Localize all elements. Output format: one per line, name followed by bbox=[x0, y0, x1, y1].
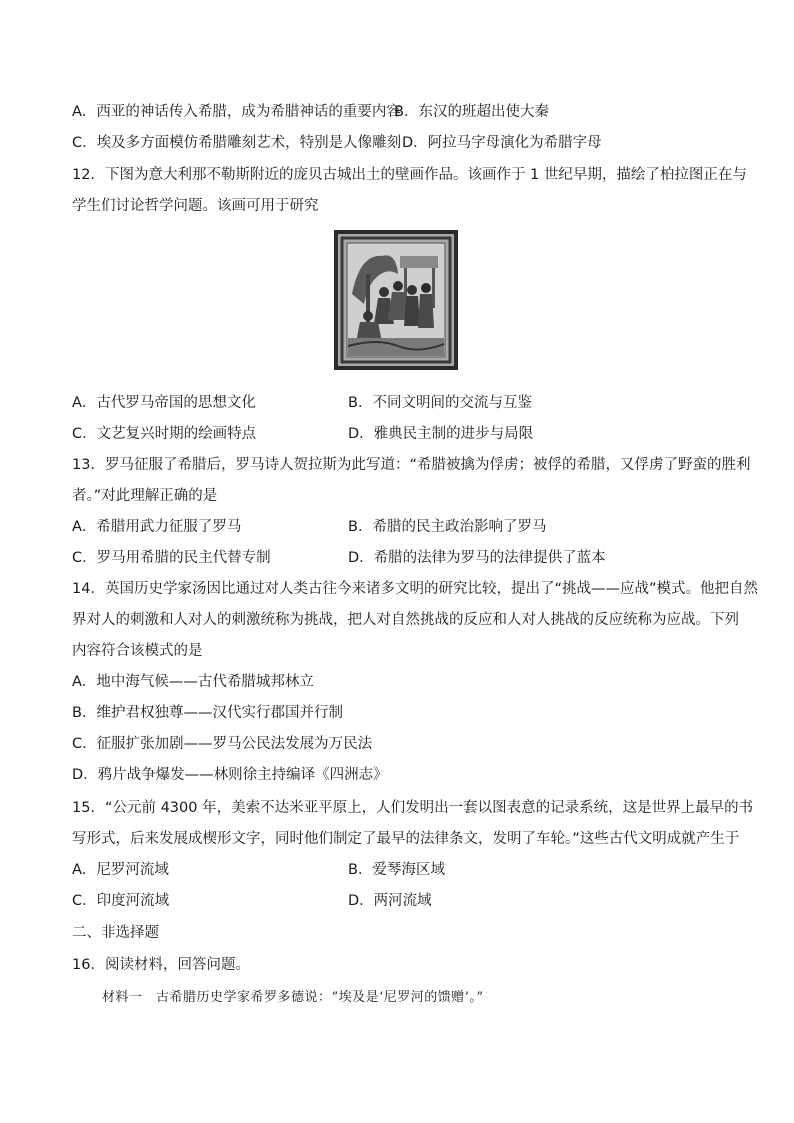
q14-option-b[interactable]: B．维护君权独尊——汉代实行郡国并行制 bbox=[72, 705, 343, 721]
q11-option-b[interactable]: B．东汉的班超出使大秦 bbox=[394, 104, 549, 120]
q12-stem-line-1: 12．下图为意大利那不勒斯附近的庞贝古城出土的壁画作品。该画作于 1 世纪早期，描绘了柏拉图正在与 bbox=[72, 167, 747, 183]
q11-row-ab bbox=[72, 102, 549, 122]
q15-stem-line-1: 15．“公元前 4300 年，美索不达米亚平原上，人们发明出一套以图表意的记录系统，这是世界上最早的书 bbox=[72, 800, 754, 816]
q12-option-b[interactable]: B．不同文明间的交流与互鉴 bbox=[348, 395, 532, 411]
pompeii-mural-image bbox=[334, 230, 458, 370]
q12-option-a[interactable]: A．古代罗马帝国的思想文化 bbox=[72, 395, 256, 411]
q15-option-c[interactable]: C．印度河流域 bbox=[72, 893, 170, 909]
q15-stem-line-2: 写形式，后来发展成楔形文字，同时他们制定了最早的法律条文，发明了车轮。”这些古代文明成就产生于 bbox=[72, 831, 740, 847]
q14-option-c[interactable]: C．征服扩张加剧——罗马公民法发展为万民法 bbox=[72, 736, 373, 752]
q14-stem-line-3: 内容符合该模式的是 bbox=[72, 643, 203, 659]
q16-material-1: 材料一 古希腊历史学家希罗多德说：“埃及是‘尼罗河的馈赠’。” bbox=[102, 990, 484, 1005]
mural-illustration bbox=[338, 234, 454, 366]
q15-option-a[interactable]: A．尼罗河流域 bbox=[72, 862, 169, 878]
q12-option-c[interactable]: C．文艺复兴时期的绘画特点 bbox=[72, 426, 257, 442]
q12-row-ab bbox=[72, 393, 532, 413]
q13-option-b[interactable]: B．希腊的民主政治影响了罗马 bbox=[348, 519, 547, 535]
q12-stem-line-2: 学生们讨论哲学问题。该画可用于研究 bbox=[72, 198, 319, 214]
q13-option-a[interactable]: A．希腊用武力征服了罗马 bbox=[72, 519, 242, 535]
q13-row-cd bbox=[72, 548, 606, 568]
q12-row-cd bbox=[72, 424, 534, 444]
q15-row-cd bbox=[72, 891, 432, 911]
q13-stem-line-1: 13．罗马征服了希腊后，罗马诗人贺拉斯为此写道：“希腊被擒为俘虏；被俘的希腊，又俘虏了野蛮的胜利 bbox=[72, 457, 751, 473]
q13-option-d[interactable]: D．希腊的法律为罗马的法律提供了蓝本 bbox=[348, 550, 606, 566]
q14-option-d[interactable]: D．鸦片战争爆发——林则徐主持编译《四洲志》 bbox=[72, 767, 388, 783]
q11-row-cd bbox=[72, 133, 602, 153]
q15-row-ab bbox=[72, 860, 445, 880]
q11-option-c[interactable]: C．埃及多方面模仿希腊雕刻艺术，特别是人像雕刻 bbox=[72, 135, 402, 151]
q15-option-d[interactable]: D．两河流域 bbox=[348, 893, 432, 909]
q16-stem: 16．阅读材料，回答问题。 bbox=[72, 957, 250, 973]
q12-option-d[interactable]: D．雅典民主制的进步与局限 bbox=[348, 426, 534, 442]
section-heading-non-choice: 二、非选择题 bbox=[72, 925, 159, 941]
q13-row-ab bbox=[72, 517, 547, 537]
q13-option-c[interactable]: C．罗马用希腊的民主代替专制 bbox=[72, 550, 271, 566]
q13-stem-line-2: 者。”对此理解正确的是 bbox=[72, 488, 218, 504]
q14-stem-line-2: 界对人的刺激和人对人的刺激统称为挑战，把人对自然挑战的反应和人对人挑战的反应统称为应战。下列 bbox=[72, 612, 739, 628]
q14-option-a[interactable]: A．地中海气候——古代希腊城邦林立 bbox=[72, 674, 314, 690]
q11-option-a[interactable]: A．西亚的神话传入希腊，成为希腊神话的重要内容 bbox=[72, 104, 401, 120]
q11-option-d[interactable]: D．阿拉马字母演化为希腊字母 bbox=[402, 135, 602, 151]
q14-stem-line-1: 14．英国历史学家汤因比通过对人类古往今来诸多文明的研究比较，提出了“挑战——应战”模式。他把自然 bbox=[72, 581, 758, 597]
q15-option-b[interactable]: B．爱琴海区域 bbox=[348, 862, 445, 878]
